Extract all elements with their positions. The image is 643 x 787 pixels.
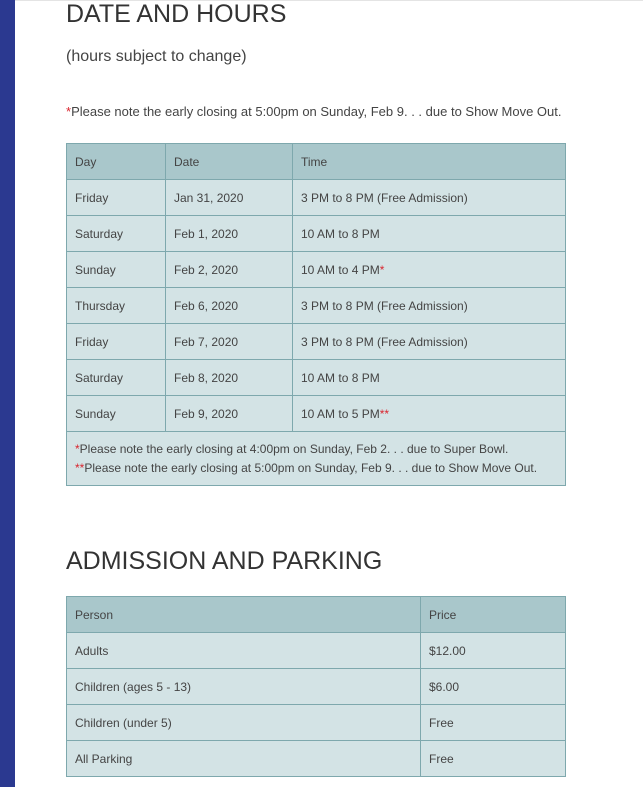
date-cell: Feb 7, 2020 — [166, 324, 293, 360]
person-cell: Adults — [67, 633, 421, 669]
early-closing-note — [66, 103, 562, 120]
day-cell: Sunday — [67, 396, 166, 432]
time-text: 10 AM to 8 PM — [301, 226, 380, 241]
date-cell: Feb 6, 2020 — [166, 288, 293, 324]
time-cell — [293, 396, 566, 432]
footnote-move-out — [75, 459, 565, 478]
time-text: 3 PM to 8 PM (Free Admission) — [301, 298, 468, 313]
day-cell: Sunday — [67, 252, 166, 288]
time-asterisk: ** — [379, 406, 390, 421]
date-cell: Feb 9, 2020 — [166, 396, 293, 432]
day-cell: Saturday — [67, 216, 166, 252]
table-row — [67, 705, 566, 741]
price-cell: Free — [421, 705, 566, 741]
time-cell — [293, 360, 566, 396]
price-cell: Free — [421, 741, 566, 777]
date-cell: Feb 8, 2020 — [166, 360, 293, 396]
table-row — [67, 180, 566, 216]
note-asterisk: * — [66, 104, 72, 119]
price-cell: $12.00 — [421, 633, 566, 669]
person-cell: Children (ages 5 - 13) — [67, 669, 421, 705]
hours-table — [66, 143, 566, 486]
time-text: 3 PM to 8 PM (Free Admission) — [301, 334, 468, 349]
table-row — [67, 216, 566, 252]
table-row — [67, 360, 566, 396]
column-header-day: Day — [67, 144, 166, 180]
hours-subtitle: (hours subject to change) — [66, 48, 247, 65]
column-header-date: Date — [166, 144, 293, 180]
time-cell — [293, 288, 566, 324]
footnotes-cell — [67, 432, 566, 486]
table-row — [67, 252, 566, 288]
column-header-price: Price — [421, 597, 566, 633]
footnote-marker: ** — [75, 460, 85, 475]
person-cell: All Parking — [67, 741, 421, 777]
footnote-text: Please note the early closing at 5:00pm on Sunday, Feb 9. . . due to Show Move Out. — [84, 460, 538, 475]
date-cell: Feb 1, 2020 — [166, 216, 293, 252]
day-cell: Thursday — [67, 288, 166, 324]
admission-table — [66, 596, 566, 777]
table-row — [67, 324, 566, 360]
column-header-time: Time — [293, 144, 566, 180]
person-cell: Children (under 5) — [67, 705, 421, 741]
table-row — [67, 669, 566, 705]
day-cell: Saturday — [67, 360, 166, 396]
table-row — [67, 741, 566, 777]
time-text: 3 PM to 8 PM (Free Admission) — [301, 190, 468, 205]
footnote-text: Please note the early closing at 4:00pm on Sunday, Feb 2. . . due to Super Bowl. — [79, 441, 509, 456]
table-row — [67, 633, 566, 669]
time-text: 10 AM to 5 PM — [301, 406, 380, 421]
note-text: Please note the early closing at 5:00pm on Sunday, Feb 9. . . due to Show Move Out. — [71, 104, 562, 119]
time-asterisk: * — [379, 262, 385, 277]
left-accent-bar — [0, 0, 15, 787]
hours-header-row — [67, 144, 566, 180]
day-cell: Friday — [67, 180, 166, 216]
date-cell: Jan 31, 2020 — [166, 180, 293, 216]
day-cell: Friday — [67, 324, 166, 360]
time-cell — [293, 216, 566, 252]
date-hours-heading: DATE AND HOURS — [66, 0, 287, 28]
admission-header-row — [67, 597, 566, 633]
price-cell: $6.00 — [421, 669, 566, 705]
admission-parking-heading: ADMISSION AND PARKING — [66, 547, 383, 575]
footnotes-row — [67, 432, 566, 486]
table-row — [67, 288, 566, 324]
time-text: 10 AM to 8 PM — [301, 370, 380, 385]
time-cell — [293, 324, 566, 360]
table-row — [67, 396, 566, 432]
time-text: 10 AM to 4 PM — [301, 262, 380, 277]
date-cell: Feb 2, 2020 — [166, 252, 293, 288]
time-cell — [293, 252, 566, 288]
footnote-super-bowl — [75, 440, 565, 459]
time-cell — [293, 180, 566, 216]
column-header-person: Person — [67, 597, 421, 633]
footnote-marker: * — [75, 441, 80, 456]
